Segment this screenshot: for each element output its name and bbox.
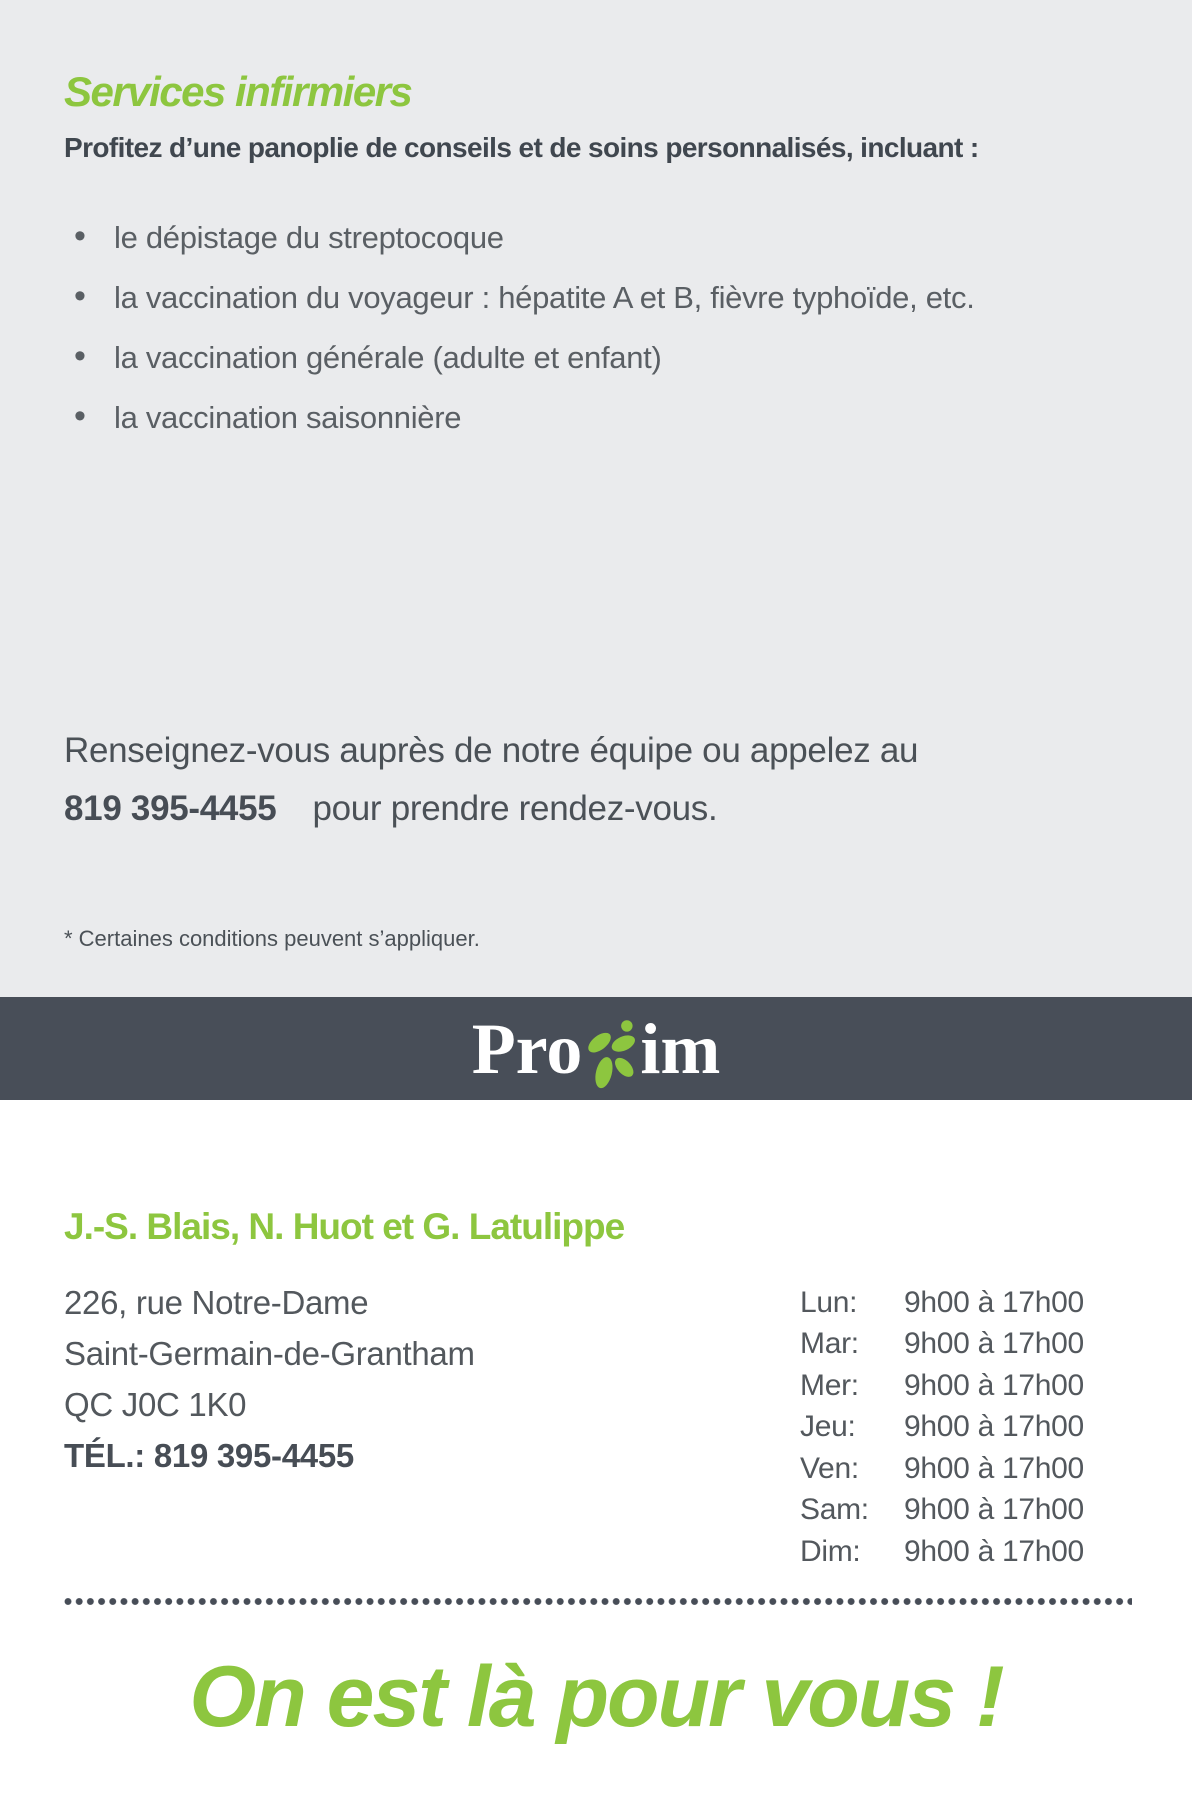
services-intro: Profitez d’une panoplie de conseils et de soins personnalisés, incluant :	[64, 132, 979, 163]
hours-day: Lun:	[800, 1285, 858, 1319]
hours-time: 9h00 à 17h00	[904, 1534, 1084, 1568]
slogan: On est là pour vous !	[189, 1649, 1003, 1745]
page-title: Services infirmiers	[64, 68, 412, 115]
hours-row	[800, 1407, 1084, 1449]
contact-line-2-text: pour prendre rendez-vous.	[312, 789, 718, 828]
hours-day: Mar:	[800, 1327, 859, 1361]
hours-day: Sam:	[800, 1493, 869, 1527]
hours-time: 9h00 à 17h00	[904, 1451, 1084, 1485]
proxim-logo	[471, 1009, 721, 1090]
logo-text-pro: Pro	[471, 1009, 583, 1090]
conditions-footnote: * Certaines conditions peuvent s’appliquer.	[64, 926, 480, 951]
address-line: Saint-Germain-de-Grantham	[64, 1335, 475, 1372]
dotted-divider	[64, 1597, 1132, 1606]
hours-time: 9h00 à 17h00	[904, 1285, 1084, 1319]
hours-time: 9h00 à 17h00	[904, 1493, 1084, 1527]
address-line: 226, rue Notre-Dame	[64, 1284, 369, 1321]
hours-row	[800, 1448, 1084, 1490]
hours-row	[800, 1282, 1084, 1324]
contact-line-2	[64, 780, 918, 838]
address-line: QC J0C 1K0	[64, 1386, 247, 1423]
contact-phone-number: 819 395-4455	[64, 789, 277, 828]
list-item: • la vaccination saisonnière	[72, 393, 984, 443]
pharmacy-address	[64, 1277, 475, 1481]
hours-row	[800, 1365, 1084, 1407]
hours-time: 9h00 à 17h00	[904, 1327, 1084, 1361]
contact-line-1: Renseignez-vous auprès de notre équipe ou appelez au	[64, 731, 919, 770]
contact-callout	[64, 722, 918, 838]
list-item: • la vaccination générale (adulte et enfant)	[72, 333, 984, 383]
hours-time: 9h00 à 17h00	[904, 1410, 1084, 1444]
pharmacy-phone: TÉL.: 819 395-4455	[64, 1437, 354, 1474]
hours-day: Ven:	[800, 1451, 859, 1485]
logo-text-im: im	[640, 1009, 721, 1090]
services-bullet-list	[72, 213, 984, 453]
pharmacy-owners: J.-S. Blais, N. Huot et G. Latulippe	[64, 1206, 625, 1247]
hours-day: Jeu:	[800, 1410, 856, 1444]
hours-row	[800, 1490, 1084, 1532]
hours-row	[800, 1531, 1084, 1573]
proxim-flower-icon	[585, 1018, 637, 1092]
opening-hours	[800, 1282, 1084, 1573]
hours-time: 9h00 à 17h00	[904, 1368, 1084, 1402]
list-item: • le dépistage du streptocoque	[72, 213, 984, 263]
brand-band	[0, 997, 1192, 1100]
hours-day: Dim:	[800, 1534, 861, 1568]
hours-row	[800, 1324, 1084, 1366]
hours-day: Mer:	[800, 1368, 859, 1402]
list-item: • la vaccination du voyageur : hépatite A et B, fièvre typhoïde, etc.	[72, 273, 984, 323]
